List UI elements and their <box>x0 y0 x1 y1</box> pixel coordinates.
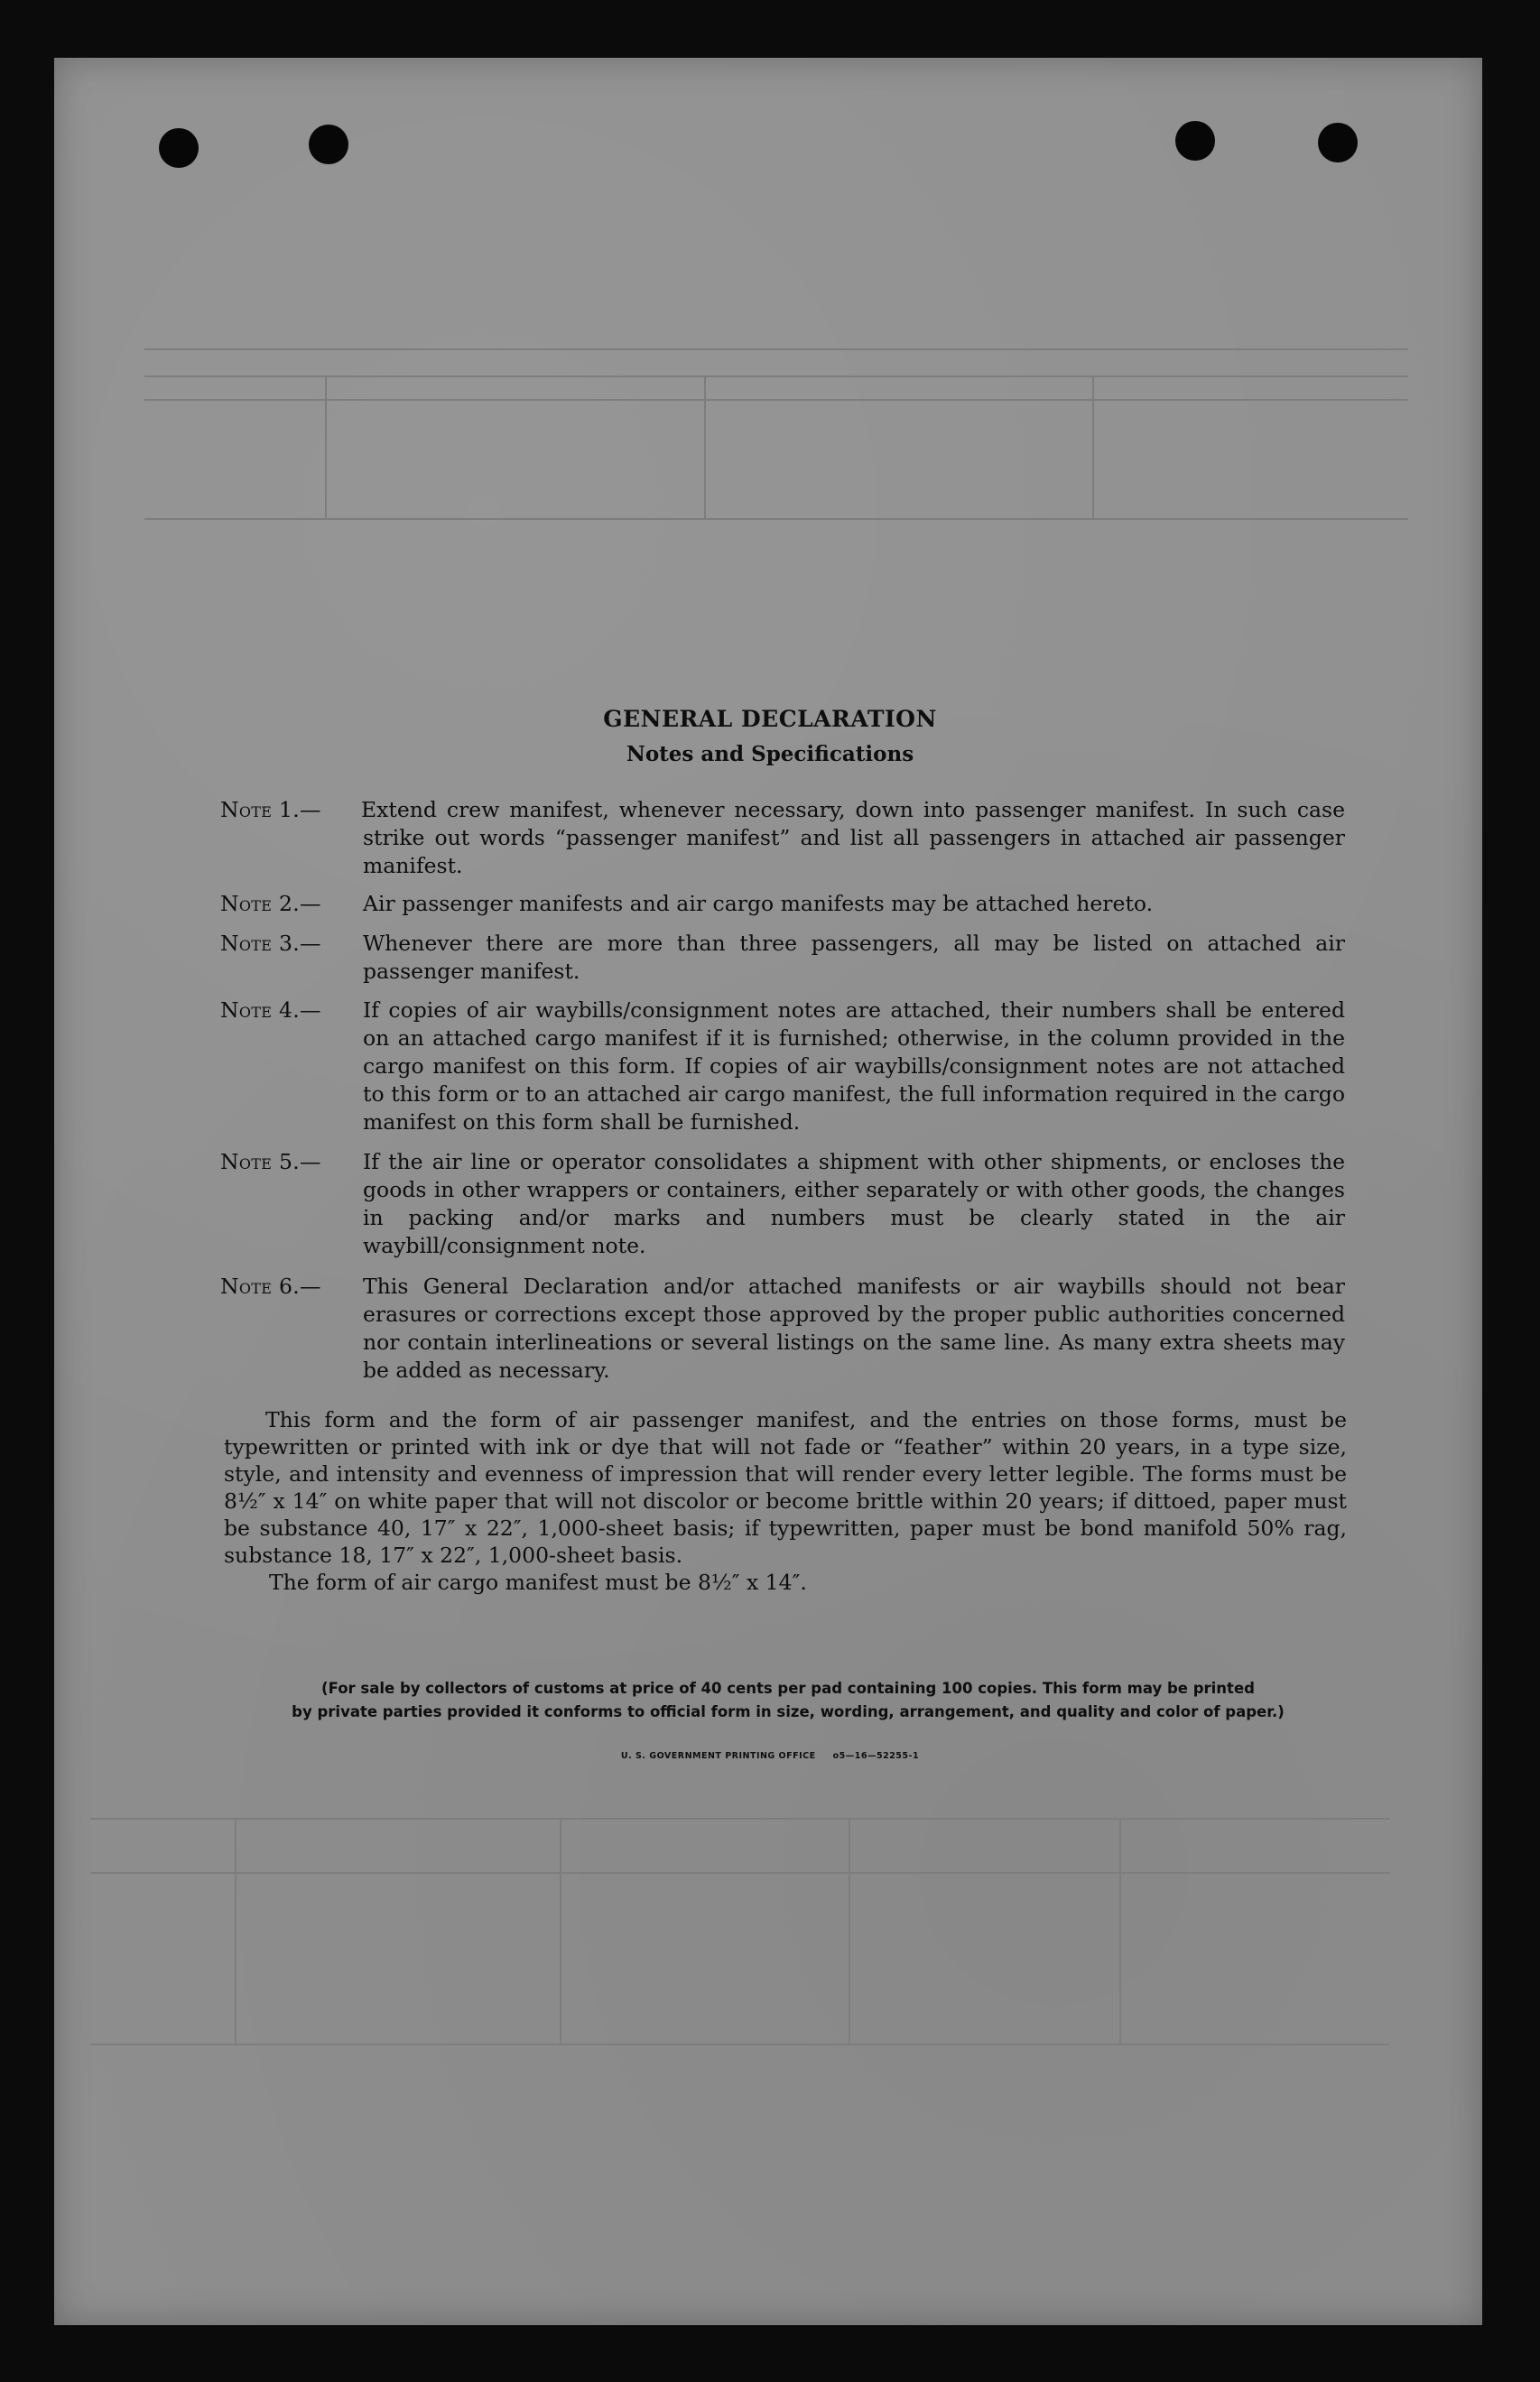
note-4 <box>220 996 1345 1136</box>
note-label: Note 2.— <box>220 891 321 916</box>
note-text: If copies of air waybills/consignment notes are attached, their numbers shall be entered on an attached cargo manifest if it is furnished; otherwise, in the column provided in the cargo manifest on this form. If copies of air waybills/consignment notes are not attached to this form or to an attached air cargo manifest, the full information required in the cargo manifest on this form shall be furnished. <box>363 997 1345 1135</box>
page-subtitle: Notes and Specifications <box>626 742 914 766</box>
cargo-form-size: The form of air cargo manifest must be 8½″ x 14″. <box>269 1570 807 1595</box>
note-2 <box>220 890 1345 918</box>
note-5 <box>220 1148 1345 1260</box>
note-label: Note 4.— <box>220 997 321 1023</box>
page-title: GENERAL DECLARATION <box>603 706 937 732</box>
sale-note-line-1: (For sale by collectors of customs at price of 40 cents per pad containing 100 copies. This form may be printed <box>321 1680 1255 1697</box>
note-text: If the air line or operator consolidates a shipment with other shipments, or encloses the goods in other wrappers or containers, either separately or with other goods, the changes in packing and/or marks and numbers must be clearly stated in the air waybill/consignment note. <box>363 1149 1345 1258</box>
note-text: This General Declaration and/or attached manifests or air waybills should not bear erasures or corrections except those approved by the proper public authorities concerned nor contain interlineations or several listings on the same line. As many extra sheets may be added as necessary. <box>363 1274 1345 1383</box>
note-text: Whenever there are more than three passengers, all may be listed on attached air passenger manifest. <box>363 931 1345 984</box>
note-label: Note 5.— <box>220 1149 321 1174</box>
note-6 <box>220 1273 1345 1385</box>
sale-note <box>224 1677 1352 1724</box>
note-3 <box>220 930 1345 986</box>
sale-note-line-2: by private parties provided it conforms to official form in size, wording, arrangement, and quality and color of paper.) <box>292 1703 1285 1720</box>
form-specification-paragraph: This form and the form of air passenger manifest, and the entries on those forms, must be typewritten or printed with ink or dye that will not fade or “feather” within 20 years, in a type size, style, and intensity and evenness of impression that will render every letter legible. The forms must be 8½″ x 14″ on white paper that will not discolor or become brittle within 20 years; if dittoed, paper must be substance 40, 17″ x 22″, 1,000-sheet basis; if typewritten, paper must be bond manifold 50% rag, substance 18, 17″ x 22″, 1,000-sheet basis. <box>224 1407 1347 1568</box>
note-label: Note 6.— <box>220 1274 321 1299</box>
note-text: Extend crew manifest, whenever necessary, down into passenger manifest. In such case strike out words “passenger manifest” and list all passengers in attached air passenger manifest. <box>361 797 1345 878</box>
note-label: Note 3.— <box>220 931 321 956</box>
note-text: Air passenger manifests and air cargo manifests may be attached hereto. <box>363 891 1154 916</box>
printer-imprint: U. S. GOVERNMENT PRINTING OFFICE o5—16—52255-1 <box>620 1751 920 1761</box>
note-1 <box>220 796 1345 880</box>
note-label: Note 1.— <box>220 797 321 822</box>
